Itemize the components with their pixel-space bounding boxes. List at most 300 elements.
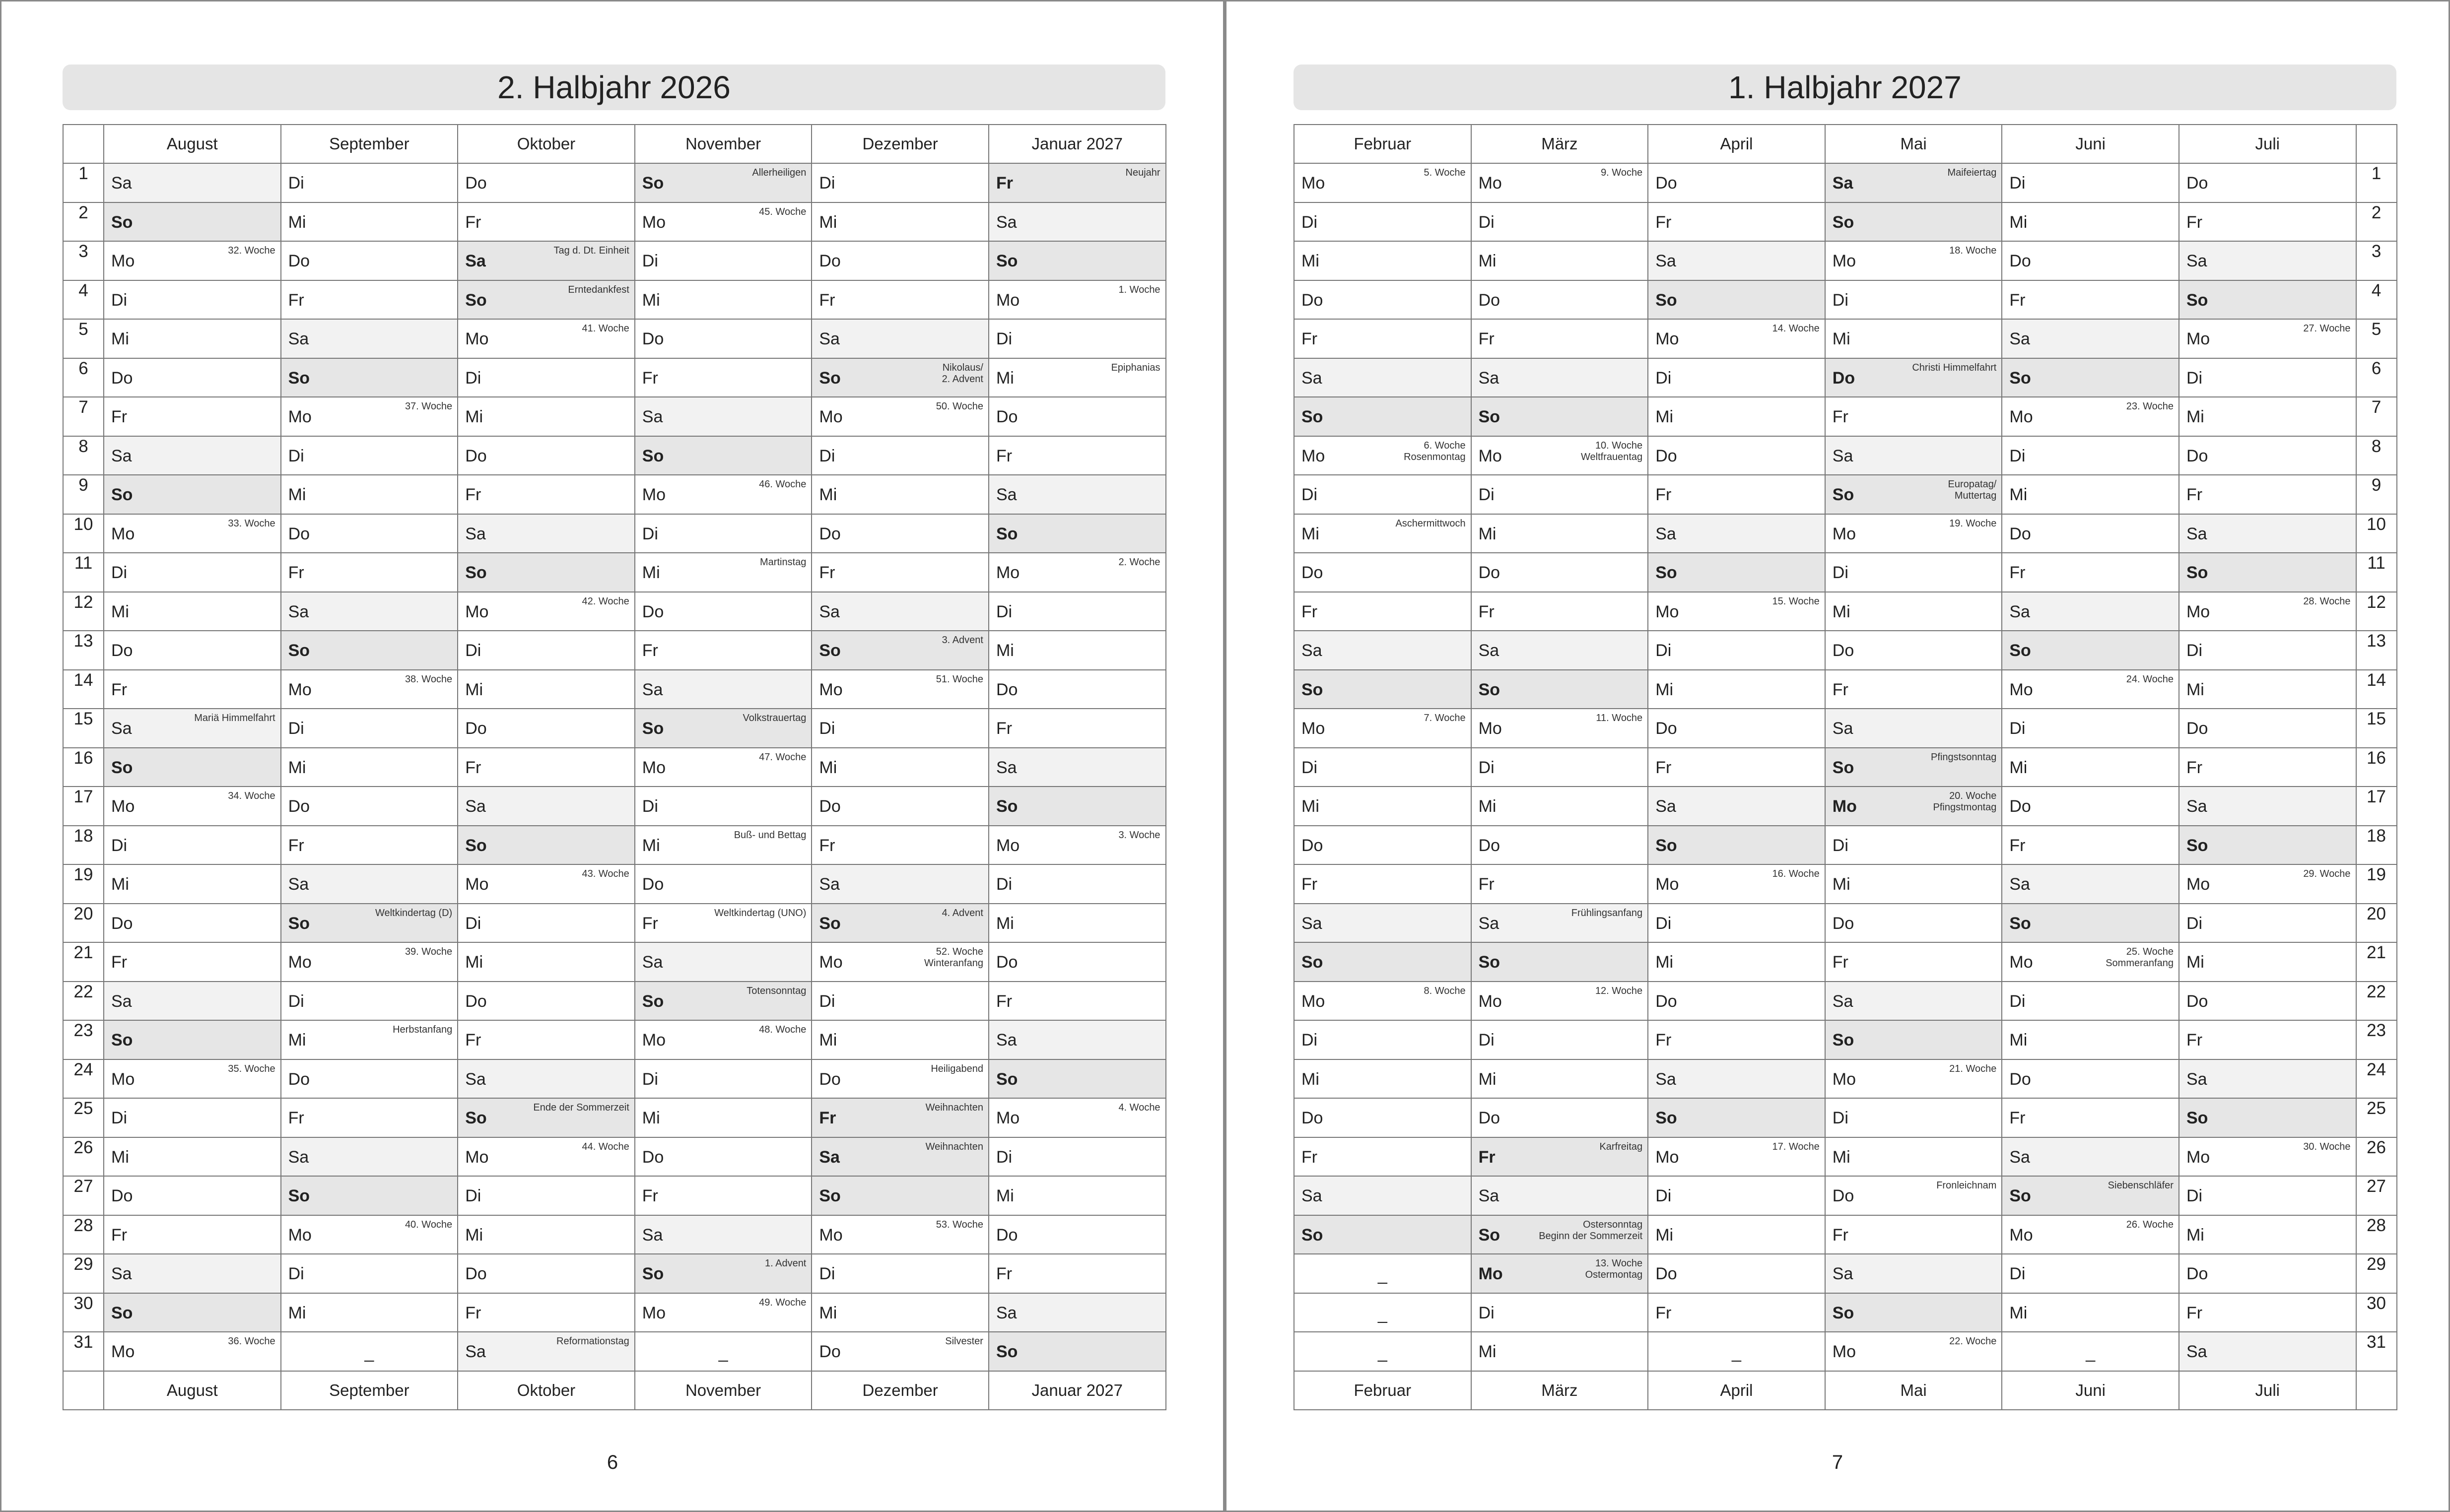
day-cell[interactable] [2002,1020,2179,1059]
day-cell[interactable] [989,1254,1166,1293]
day-cell[interactable] [1648,1215,1825,1254]
day-cell[interactable] [281,358,458,397]
day-cell[interactable] [458,592,635,631]
day-cell[interactable] [1648,942,1825,982]
day-cell[interactable] [1648,864,1825,904]
day-cell[interactable] [1294,163,1471,202]
day-cell[interactable] [989,514,1166,553]
day-cell[interactable] [1294,942,1471,982]
day-cell[interactable] [2179,904,2356,943]
day-cell[interactable] [1648,1137,1825,1177]
day-cell[interactable] [1294,826,1471,865]
day-cell[interactable] [1471,241,1648,280]
day-cell[interactable] [458,826,635,865]
day-cell[interactable] [1294,709,1471,748]
day-cell[interactable] [2179,163,2356,202]
day-cell[interactable] [989,631,1166,670]
day-cell[interactable] [1648,397,1825,436]
day-cell[interactable] [1294,1215,1471,1254]
day-cell[interactable] [1471,670,1648,709]
day-cell[interactable] [1294,982,1471,1021]
day-cell[interactable] [1471,475,1648,514]
day-cell[interactable] [281,1215,458,1254]
day-cell[interactable] [1294,1332,1471,1371]
day-cell[interactable] [281,942,458,982]
day-cell[interactable] [635,319,812,358]
day-cell[interactable] [1471,709,1648,748]
day-cell[interactable] [1471,942,1648,982]
day-cell[interactable] [1825,904,2002,943]
day-cell[interactable] [812,1176,989,1215]
day-cell[interactable] [1471,826,1648,865]
day-cell[interactable] [812,397,989,436]
day-cell[interactable] [989,942,1166,982]
day-cell[interactable] [1825,787,2002,826]
day-cell[interactable] [104,319,281,358]
day-cell[interactable] [1825,1332,2002,1371]
day-cell[interactable] [104,1176,281,1215]
day-cell[interactable] [104,748,281,787]
day-cell[interactable] [1294,280,1471,320]
day-cell[interactable] [635,163,812,202]
day-cell[interactable] [281,1254,458,1293]
day-cell[interactable] [812,1254,989,1293]
day-cell[interactable] [1648,1176,1825,1215]
day-cell[interactable] [1471,553,1648,592]
day-cell[interactable] [989,358,1166,397]
day-cell[interactable] [635,1098,812,1137]
day-cell[interactable] [104,553,281,592]
day-cell[interactable] [1648,514,1825,553]
day-cell[interactable] [1648,748,1825,787]
day-cell[interactable] [635,592,812,631]
day-cell[interactable] [1294,1059,1471,1099]
day-cell[interactable] [635,241,812,280]
day-cell[interactable] [2002,982,2179,1021]
day-cell[interactable] [1648,202,1825,242]
day-cell[interactable] [1648,1020,1825,1059]
day-cell[interactable] [989,592,1166,631]
day-cell[interactable] [1471,397,1648,436]
day-cell[interactable] [1825,280,2002,320]
day-cell[interactable] [2179,475,2356,514]
day-cell[interactable] [2179,553,2356,592]
day-cell[interactable] [2179,358,2356,397]
day-cell[interactable] [281,436,458,475]
day-cell[interactable] [458,709,635,748]
day-cell[interactable] [812,1098,989,1137]
day-cell[interactable] [1471,1332,1648,1371]
day-cell[interactable] [2179,319,2356,358]
day-cell[interactable] [458,397,635,436]
day-cell[interactable] [281,475,458,514]
day-cell[interactable] [1471,1176,1648,1215]
day-cell[interactable] [281,631,458,670]
day-cell[interactable] [1294,514,1471,553]
day-cell[interactable] [458,202,635,242]
day-cell[interactable] [989,904,1166,943]
day-cell[interactable] [2179,1059,2356,1099]
day-cell[interactable] [1471,319,1648,358]
day-cell[interactable] [1825,514,2002,553]
day-cell[interactable] [104,864,281,904]
day-cell[interactable] [2179,709,2356,748]
day-cell[interactable] [635,280,812,320]
day-cell[interactable] [1825,982,2002,1021]
day-cell[interactable] [2179,1254,2356,1293]
day-cell[interactable] [1471,1215,1648,1254]
day-cell[interactable] [1471,982,1648,1021]
day-cell[interactable] [1294,787,1471,826]
day-cell[interactable] [458,319,635,358]
day-cell[interactable] [2179,748,2356,787]
day-cell[interactable] [989,1098,1166,1137]
day-cell[interactable] [2002,942,2179,982]
day-cell[interactable] [1825,163,2002,202]
day-cell[interactable] [1471,358,1648,397]
day-cell[interactable] [1648,631,1825,670]
day-cell[interactable] [1648,592,1825,631]
day-cell[interactable] [2002,1332,2179,1371]
day-cell[interactable] [281,904,458,943]
day-cell[interactable] [1648,904,1825,943]
day-cell[interactable] [2179,982,2356,1021]
day-cell[interactable] [812,1137,989,1177]
day-cell[interactable] [989,864,1166,904]
day-cell[interactable] [458,1098,635,1137]
day-cell[interactable] [1825,1059,2002,1099]
day-cell[interactable] [635,436,812,475]
day-cell[interactable] [458,514,635,553]
day-cell[interactable] [1648,475,1825,514]
day-cell[interactable] [281,397,458,436]
day-cell[interactable] [1294,1020,1471,1059]
day-cell[interactable] [1825,826,2002,865]
day-cell[interactable] [104,1215,281,1254]
day-cell[interactable] [104,1332,281,1371]
day-cell[interactable] [2002,592,2179,631]
day-cell[interactable] [1825,202,2002,242]
day-cell[interactable] [812,319,989,358]
day-cell[interactable] [2179,241,2356,280]
day-cell[interactable] [2002,709,2179,748]
day-cell[interactable] [458,1137,635,1177]
day-cell[interactable] [635,1176,812,1215]
day-cell[interactable] [1294,1137,1471,1177]
day-cell[interactable] [1648,163,1825,202]
day-cell[interactable] [458,1176,635,1215]
day-cell[interactable] [1825,942,2002,982]
day-cell[interactable] [281,864,458,904]
day-cell[interactable] [635,709,812,748]
day-cell[interactable] [281,826,458,865]
day-cell[interactable] [635,1020,812,1059]
day-cell[interactable] [458,553,635,592]
day-cell[interactable] [1471,904,1648,943]
day-cell[interactable] [458,670,635,709]
day-cell[interactable] [1471,748,1648,787]
day-cell[interactable] [281,553,458,592]
day-cell[interactable] [1648,670,1825,709]
day-cell[interactable] [1648,982,1825,1021]
day-cell[interactable] [989,280,1166,320]
day-cell[interactable] [1294,670,1471,709]
day-cell[interactable] [1471,436,1648,475]
day-cell[interactable] [104,1059,281,1099]
day-cell[interactable] [458,631,635,670]
day-cell[interactable] [635,904,812,943]
day-cell[interactable] [104,436,281,475]
day-cell[interactable] [1825,1098,2002,1137]
day-cell[interactable] [812,826,989,865]
day-cell[interactable] [812,202,989,242]
day-cell[interactable] [104,163,281,202]
day-cell[interactable] [458,748,635,787]
day-cell[interactable] [1294,241,1471,280]
day-cell[interactable] [458,1020,635,1059]
day-cell[interactable] [281,1020,458,1059]
day-cell[interactable] [458,1215,635,1254]
day-cell[interactable] [1648,787,1825,826]
day-cell[interactable] [281,1332,458,1371]
day-cell[interactable] [281,1137,458,1177]
day-cell[interactable] [812,748,989,787]
day-cell[interactable] [2179,787,2356,826]
day-cell[interactable] [1648,241,1825,280]
day-cell[interactable] [1294,1254,1471,1293]
day-cell[interactable] [1825,358,2002,397]
day-cell[interactable] [1471,592,1648,631]
day-cell[interactable] [104,942,281,982]
day-cell[interactable] [2179,942,2356,982]
day-cell[interactable] [989,748,1166,787]
day-cell[interactable] [1648,709,1825,748]
day-cell[interactable] [812,241,989,280]
day-cell[interactable] [104,904,281,943]
day-cell[interactable] [989,826,1166,865]
day-cell[interactable] [1648,1332,1825,1371]
day-cell[interactable] [2002,358,2179,397]
day-cell[interactable] [1648,358,1825,397]
day-cell[interactable] [1648,1254,1825,1293]
day-cell[interactable] [989,1332,1166,1371]
day-cell[interactable] [1648,553,1825,592]
day-cell[interactable] [2179,280,2356,320]
day-cell[interactable] [2002,748,2179,787]
day-cell[interactable] [104,1254,281,1293]
day-cell[interactable] [104,631,281,670]
day-cell[interactable] [989,1215,1166,1254]
day-cell[interactable] [458,864,635,904]
day-cell[interactable] [635,1215,812,1254]
day-cell[interactable] [2179,592,2356,631]
day-cell[interactable] [812,709,989,748]
day-cell[interactable] [2002,319,2179,358]
day-cell[interactable] [281,787,458,826]
day-cell[interactable] [1825,670,2002,709]
day-cell[interactable] [1294,475,1471,514]
day-cell[interactable] [281,748,458,787]
day-cell[interactable] [458,1059,635,1099]
day-cell[interactable] [2179,1293,2356,1332]
day-cell[interactable] [1294,1293,1471,1332]
day-cell[interactable] [635,202,812,242]
day-cell[interactable] [1471,1137,1648,1177]
day-cell[interactable] [1825,436,2002,475]
day-cell[interactable] [281,280,458,320]
day-cell[interactable] [1471,787,1648,826]
day-cell[interactable] [812,787,989,826]
day-cell[interactable] [812,1215,989,1254]
day-cell[interactable] [1294,1176,1471,1215]
day-cell[interactable] [989,1176,1166,1215]
day-cell[interactable] [2002,163,2179,202]
day-cell[interactable] [2179,514,2356,553]
day-cell[interactable] [1471,1098,1648,1137]
day-cell[interactable] [812,1020,989,1059]
day-cell[interactable] [1825,1215,2002,1254]
day-cell[interactable] [989,1293,1166,1332]
day-cell[interactable] [812,631,989,670]
day-cell[interactable] [281,202,458,242]
day-cell[interactable] [2179,1215,2356,1254]
day-cell[interactable] [281,1176,458,1215]
day-cell[interactable] [2002,787,2179,826]
day-cell[interactable] [2002,553,2179,592]
day-cell[interactable] [1294,631,1471,670]
day-cell[interactable] [989,1020,1166,1059]
day-cell[interactable] [1825,1137,2002,1177]
day-cell[interactable] [1825,1293,2002,1332]
day-cell[interactable] [2179,670,2356,709]
day-cell[interactable] [635,553,812,592]
day-cell[interactable] [281,592,458,631]
day-cell[interactable] [104,358,281,397]
day-cell[interactable] [281,319,458,358]
day-cell[interactable] [1294,358,1471,397]
day-cell[interactable] [458,1332,635,1371]
day-cell[interactable] [1471,280,1648,320]
day-cell[interactable] [104,709,281,748]
day-cell[interactable] [1294,397,1471,436]
day-cell[interactable] [812,280,989,320]
day-cell[interactable] [2179,631,2356,670]
day-cell[interactable] [1825,1176,2002,1215]
day-cell[interactable] [2002,1176,2179,1215]
day-cell[interactable] [1825,864,2002,904]
day-cell[interactable] [989,241,1166,280]
day-cell[interactable] [1471,1293,1648,1332]
day-cell[interactable] [2179,1098,2356,1137]
day-cell[interactable] [1648,1098,1825,1137]
day-cell[interactable] [281,709,458,748]
day-cell[interactable] [635,475,812,514]
day-cell[interactable] [281,241,458,280]
day-cell[interactable] [1471,631,1648,670]
day-cell[interactable] [1648,1059,1825,1099]
day-cell[interactable] [104,1293,281,1332]
day-cell[interactable] [458,787,635,826]
day-cell[interactable] [2179,826,2356,865]
day-cell[interactable] [104,241,281,280]
day-cell[interactable] [104,787,281,826]
day-cell[interactable] [635,787,812,826]
day-cell[interactable] [2179,1332,2356,1371]
day-cell[interactable] [1825,241,2002,280]
day-cell[interactable] [458,280,635,320]
day-cell[interactable] [281,514,458,553]
day-cell[interactable] [635,631,812,670]
day-cell[interactable] [1294,904,1471,943]
day-cell[interactable] [1825,397,2002,436]
day-cell[interactable] [281,982,458,1021]
day-cell[interactable] [635,397,812,436]
day-cell[interactable] [635,748,812,787]
day-cell[interactable] [1648,826,1825,865]
day-cell[interactable] [812,1293,989,1332]
day-cell[interactable] [104,202,281,242]
day-cell[interactable] [2002,1293,2179,1332]
day-cell[interactable] [989,709,1166,748]
day-cell[interactable] [989,397,1166,436]
day-cell[interactable] [1294,592,1471,631]
day-cell[interactable] [1471,163,1648,202]
day-cell[interactable] [458,1254,635,1293]
day-cell[interactable] [1648,280,1825,320]
day-cell[interactable] [2179,864,2356,904]
day-cell[interactable] [1294,319,1471,358]
day-cell[interactable] [812,1059,989,1099]
day-cell[interactable] [1294,436,1471,475]
day-cell[interactable] [2002,475,2179,514]
day-cell[interactable] [1471,1059,1648,1099]
day-cell[interactable] [104,1098,281,1137]
day-cell[interactable] [458,1293,635,1332]
day-cell[interactable] [812,475,989,514]
day-cell[interactable] [2179,436,2356,475]
day-cell[interactable] [989,553,1166,592]
day-cell[interactable] [812,904,989,943]
day-cell[interactable] [1825,1254,2002,1293]
day-cell[interactable] [458,241,635,280]
day-cell[interactable] [2002,904,2179,943]
day-cell[interactable] [458,358,635,397]
day-cell[interactable] [1825,1020,2002,1059]
day-cell[interactable] [812,942,989,982]
day-cell[interactable] [1648,319,1825,358]
day-cell[interactable] [281,1293,458,1332]
day-cell[interactable] [1648,1293,1825,1332]
day-cell[interactable] [635,358,812,397]
day-cell[interactable] [1825,709,2002,748]
day-cell[interactable] [989,670,1166,709]
day-cell[interactable] [1471,864,1648,904]
day-cell[interactable] [989,1137,1166,1177]
day-cell[interactable] [2179,202,2356,242]
day-cell[interactable] [1471,1020,1648,1059]
day-cell[interactable] [989,319,1166,358]
day-cell[interactable] [989,163,1166,202]
day-cell[interactable] [2002,241,2179,280]
day-cell[interactable] [635,514,812,553]
day-cell[interactable] [1294,1098,1471,1137]
day-cell[interactable] [812,514,989,553]
day-cell[interactable] [458,942,635,982]
day-cell[interactable] [1294,553,1471,592]
day-cell[interactable] [635,1059,812,1099]
day-cell[interactable] [635,982,812,1021]
day-cell[interactable] [1825,319,2002,358]
